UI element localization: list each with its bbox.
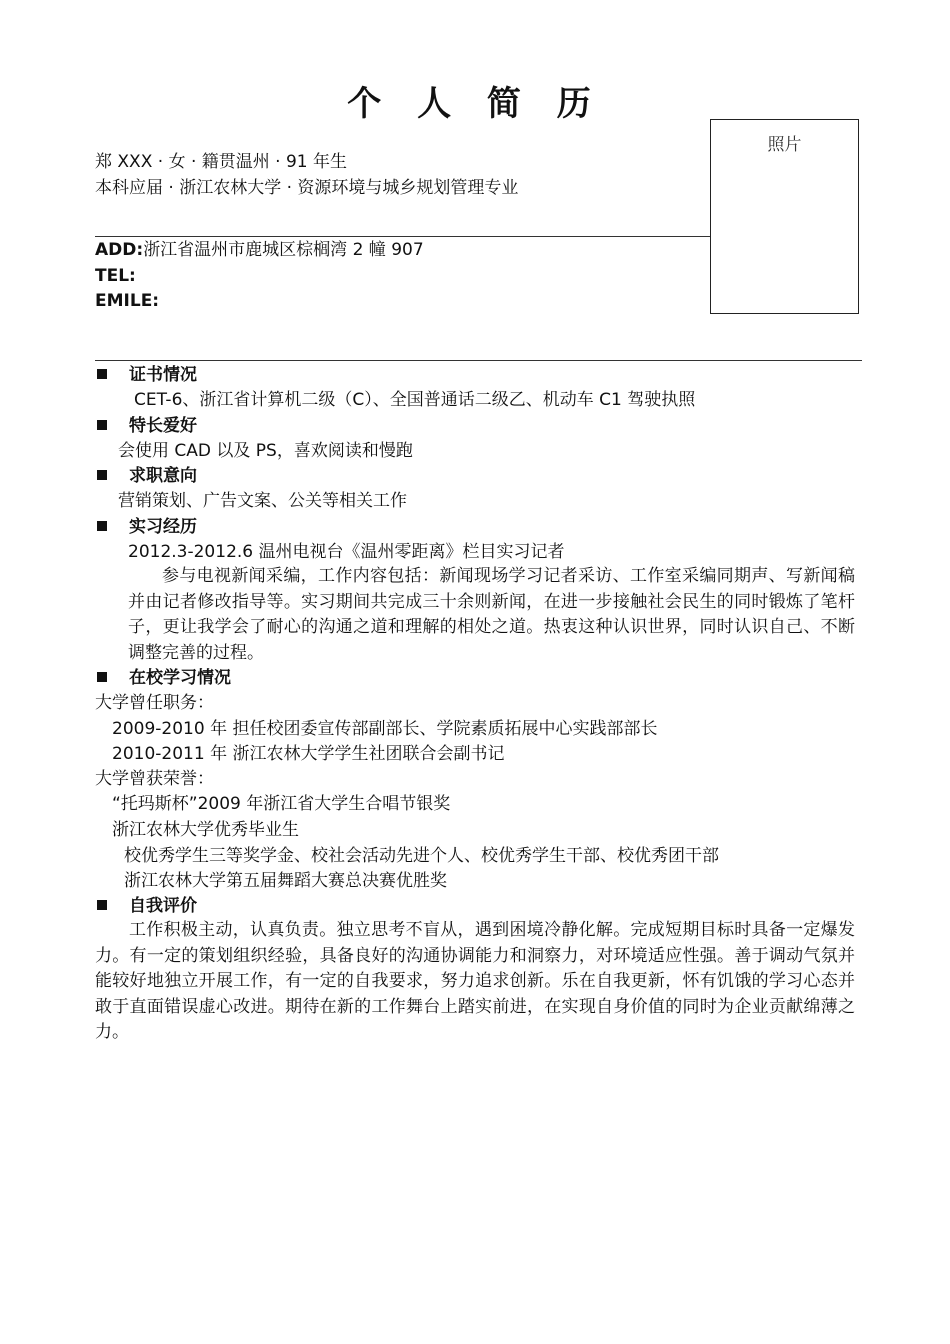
square-bullet-icon	[97, 420, 107, 430]
section-certificates-heading: 证书情况	[97, 364, 197, 386]
honor-item: 浙江农林大学第五届舞蹈大赛总决赛优胜奖	[124, 871, 447, 891]
internship-description: 参与电视新闻采编，工作内容包括：新闻现场学习记者采访、工作室采编同期声、写新闻稿并由记者修改指导等。实习期间共完成三十余则新闻，在进一步接触社会民生的同时锻炼了笔杆子，更让我学会了耐心的沟通之道和理解的相处之道。热衷这种认识世界，同时认识自己、不断调整完善的过程。	[128, 566, 855, 663]
address-label: ADD:	[95, 240, 144, 260]
address-value: 浙江省温州市鹿城区棕榈湾 2 幢 907	[143, 240, 424, 260]
section-intent-heading: 求职意向	[97, 465, 197, 487]
tel-label: TEL:	[95, 266, 136, 286]
section-hobbies-heading: 特长爱好	[97, 415, 197, 437]
square-bullet-icon	[97, 900, 107, 910]
intent-content: 营销策划、广告文案、公关等相关工作	[118, 491, 407, 511]
internship-period: 2012.3-2012.6 温州电视台《温州零距离》栏目实习记者	[128, 542, 565, 562]
section-internship-heading: 实习经历	[97, 516, 197, 538]
header-divider	[95, 236, 710, 237]
photo-placeholder	[710, 119, 859, 314]
honor-item: 校优秀学生三等奖学金、校社会活动先进个人、校优秀学生干部、校优秀团干部	[124, 846, 719, 866]
honors-label: 大学曾获荣誉：	[95, 769, 214, 789]
section-school-heading: 在校学习情况	[97, 667, 231, 689]
section-self-eval-heading: 自我评价	[97, 895, 197, 917]
position-item: 2009-2010 年 担任校团委宣传部副部长、学院素质拓展中心实践部部长	[112, 719, 658, 739]
square-bullet-icon	[97, 672, 107, 682]
email-label: EMILE:	[95, 291, 160, 311]
page-title: 个 人 简 历	[347, 84, 603, 124]
honor-item: 浙江农林大学优秀毕业生	[112, 820, 299, 840]
square-bullet-icon	[97, 470, 107, 480]
profile-line-2: 本科应届 · 浙江农林大学 · 资源环境与城乡规划管理专业	[95, 178, 519, 198]
photo-label: 照片	[767, 135, 802, 155]
position-item: 2010-2011 年 浙江农林大学学生社团联合会副书记	[112, 744, 505, 764]
honor-item: “托玛斯杯”2009 年浙江省大学生合唱节银奖	[112, 794, 451, 814]
contact-divider	[95, 360, 862, 361]
self-eval-content: 工作积极主动，认真负责。独立思考不盲从，遇到困境冷静化解。完成短期目标时具备一定爆发力。有一定的策划组织经验，具备良好的沟通协调能力和洞察力，对环境适应性强。善于调动气氛并能较好地独立开展工作，有一定的自我要求，努力追求创新。乐在自我更新，怀有饥饿的学习心态并敢于直面错误虚心改进。期待在新的工作舞台上踏实前进，在实现自身价值的同时为企业贡献绵薄之力。	[95, 920, 855, 1042]
positions-label: 大学曾任职务：	[95, 693, 214, 713]
square-bullet-icon	[97, 521, 107, 531]
address-line	[95, 239, 424, 261]
profile-line-1: 郑 XXX · 女 · 籍贯温州 · 91 年生	[95, 152, 348, 172]
certificates-content: CET-6、浙江省计算机二级（C）、全国普通话二级乙、机动车 C1 驾驶执照	[134, 390, 696, 410]
hobbies-content: 会使用 CAD 以及 PS，喜欢阅读和慢跑	[118, 441, 413, 461]
square-bullet-icon	[97, 369, 107, 379]
